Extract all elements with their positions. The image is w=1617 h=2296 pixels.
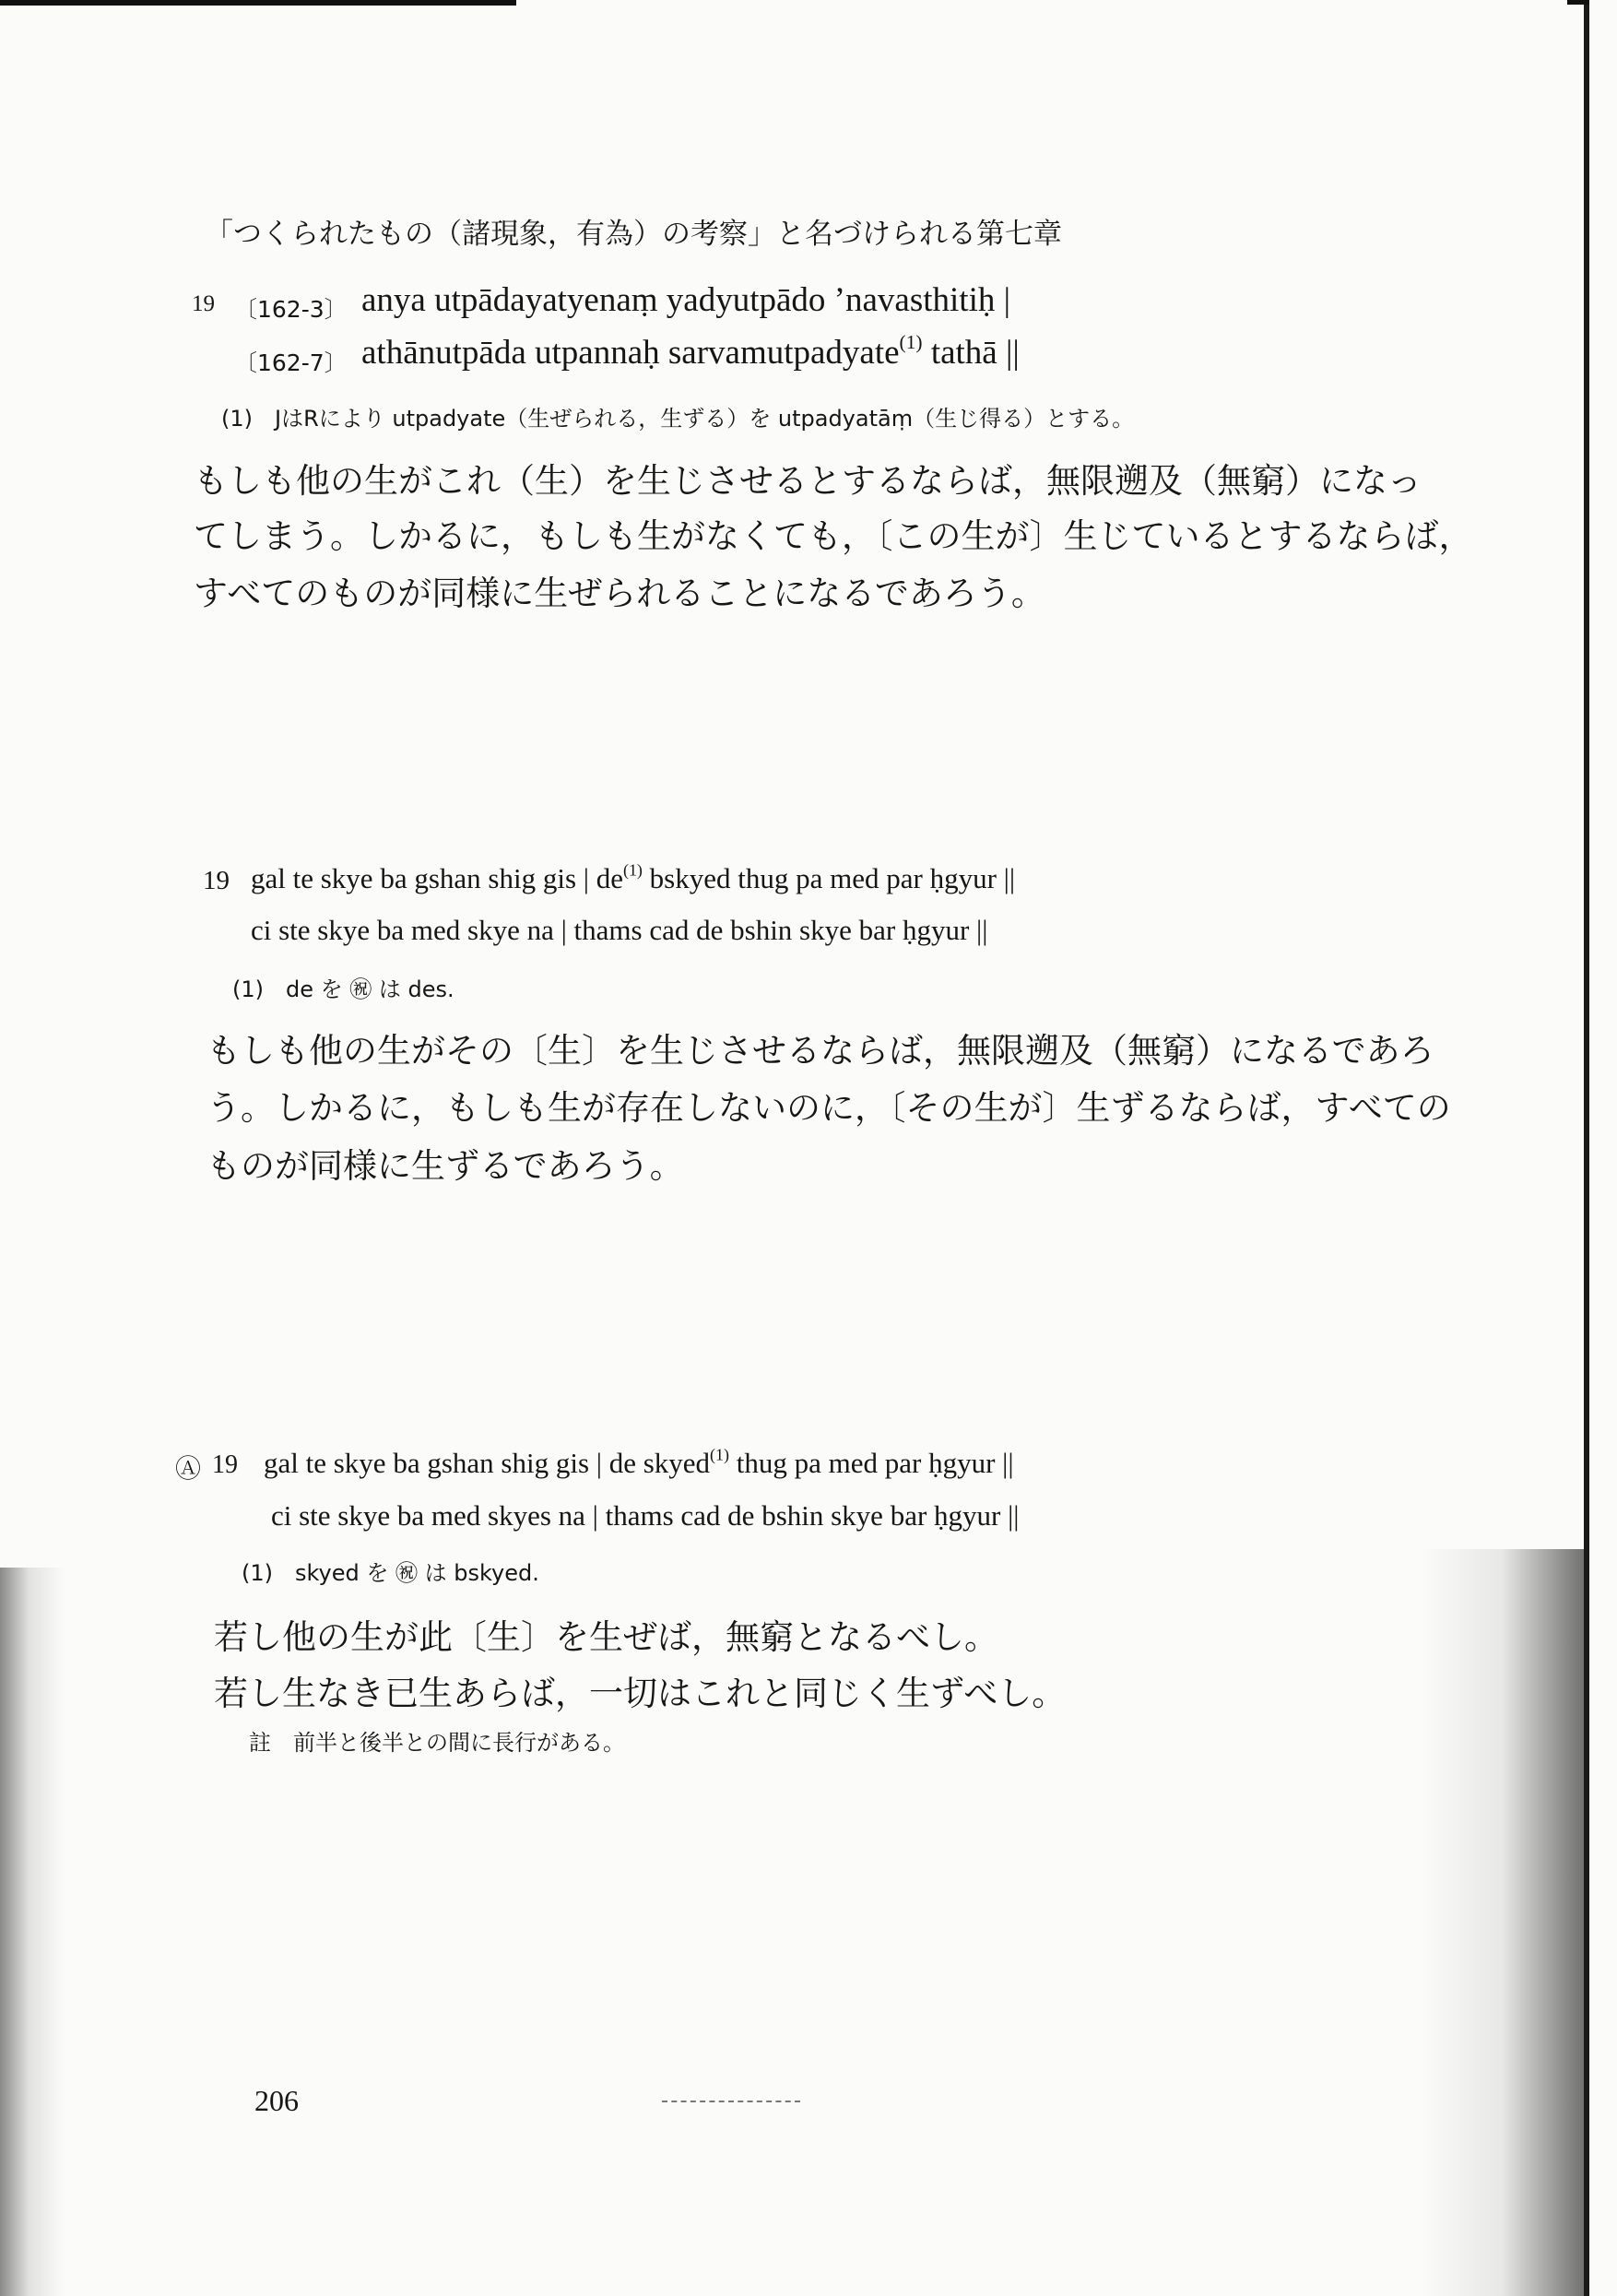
- sanskrit-footnote: (1) JはRにより utpadyate（生ぜられる，生ずる）を utpadyatāṃ（生じ得る）とする。: [221, 406, 1135, 432]
- chinese-verse-line: 若し他の生が此〔生〕を生ぜば，無窮となるべし。: [214, 1617, 998, 1657]
- tibetan-translation-line: もしも他の生がその〔生〕を生じさせるならば，無限遡及（無窮）になるであろ: [207, 1031, 1434, 1071]
- sanskrit-line2-main: athānutpāda utpannaḥ sarvamutpadyate: [361, 334, 900, 372]
- sanskrit-translation-line: てしまう。しかるに，もしも生がなくても，〔この生が〕生じているとするならば，: [194, 516, 1473, 556]
- sanskrit-line1: anya utpādayatyenaṃ yadyutpādo ’navasthitiḥ |: [361, 281, 1011, 319]
- chinese-verse-line: 若し生なき已生あらば，一切はこれと同じく生ずべし。: [214, 1674, 1067, 1713]
- chinese-note: 註 前半と後半との間に長行がある。: [249, 1730, 625, 1756]
- footnote-marker: (1): [899, 330, 923, 353]
- chinese-footnote: (1) skyed を ㊗ は bskyed.: [242, 1560, 539, 1586]
- scan-border-corner: [1567, 0, 1589, 5]
- scan-border-right: [1584, 0, 1589, 2296]
- chapter-title: 「つくられたもの（諸現象，有為）の考察」と名づけられる第七章: [205, 218, 1062, 251]
- sanskrit-translation-line: もしも他の生がこれ（生）を生じさせるとするならば，無限遡及（無窮）になっ: [194, 461, 1422, 501]
- sanskrit-line1-ref: 〔162-3〕: [234, 296, 348, 323]
- footnote-marker: (1): [710, 1445, 729, 1464]
- tibetan-line1-a: gal te skye ba gshan shig gis | de: [251, 862, 623, 894]
- chinese-tib-line2: ci ste skye ba med skyes na | thams cad de bshin skye bar ḥgyur ||: [271, 1499, 1020, 1532]
- scan-shadow-left: [0, 1568, 65, 2296]
- scan-border-top: [0, 0, 516, 6]
- tibetan-translation-line: ものが同様に生ずるであろう。: [207, 1146, 684, 1186]
- chinese-verse-number: 19: [212, 1450, 238, 1479]
- scan-dash-artifact: [662, 2101, 800, 2103]
- sanskrit-line2-ref: 〔162-7〕: [234, 349, 348, 376]
- tibetan-footnote: (1) de を ㊗ は des.: [232, 976, 454, 1002]
- tibetan-line2: ci ste skye ba med skye na | thams cad de bshin skye bar ḥgyur ||: [251, 914, 988, 946]
- tibetan-line1: [251, 862, 1015, 895]
- chinese-tib-line1-b: thug pa med par ḥgyur ||: [729, 1447, 1014, 1479]
- sanskrit-line2-end: tathā ||: [922, 334, 1020, 372]
- chinese-tib-line1-a: gal te skye ba gshan shig gis | de skyed: [264, 1447, 711, 1479]
- tibetan-verse-number: 19: [203, 866, 230, 895]
- scan-shadow-right: [1420, 1549, 1584, 2296]
- sanskrit-verse-number: 19: [192, 291, 215, 316]
- circled-a-marker: Ⓐ: [175, 1453, 202, 1484]
- chinese-tib-line1: [264, 1447, 1014, 1480]
- tibetan-translation-line: う。しかるに，もしも生が存在しないのに，〔その生が〕生ずるならば，すべての: [207, 1088, 1451, 1128]
- tibetan-line1-b: bskyed thug pa med par ḥgyur ||: [642, 862, 1016, 894]
- sanskrit-translation-line: すべてのものが同様に生ぜられることになるであろう。: [194, 574, 1045, 613]
- footnote-marker: (1): [622, 860, 643, 880]
- page-number: 206: [254, 2084, 299, 2117]
- sanskrit-line2: [361, 330, 1020, 373]
